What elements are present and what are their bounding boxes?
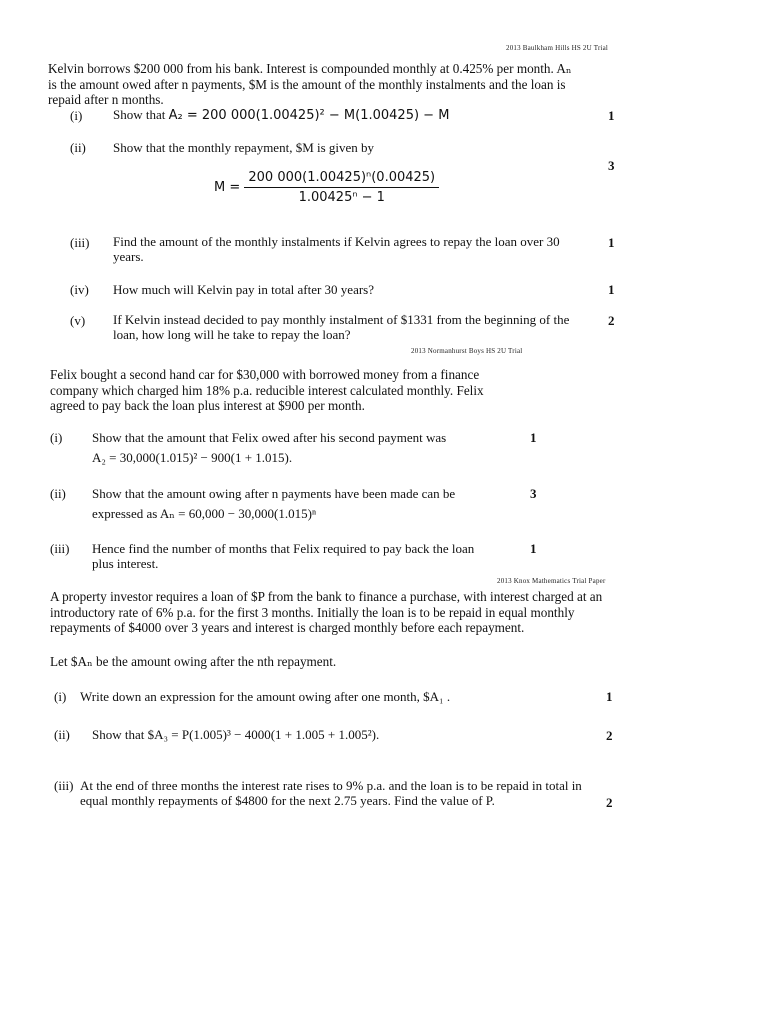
q1-part-iv-text: How much will Kelvin pay in total after 30 years? (113, 282, 375, 297)
q2-part-ii-label: (ii) (50, 486, 66, 501)
q3-part-ii-text: Show that $A₃ = P(1.005)³ − 4000(1 + 1.005 + 1.005²). (92, 727, 380, 742)
q1-part-ii-text: Show that the monthly repayment, $M is given by (113, 140, 375, 155)
q1-part-iii-text: Find the amount of the monthly instalments if Kelvin agrees to repay the loan over 30 years. (113, 234, 560, 264)
q1-part-v-marks: 2 (608, 313, 615, 328)
q1-part-i-math: A₂ = 200 000(1.00425)² − M(1.00425) − M (168, 108, 450, 123)
q1-part-i-label: (i) (70, 108, 83, 123)
q3-intro: A property investor requires a loan of $P from the bank to finance a purchase, with interest charged at an introductory rate of 6% p.a. for the first 3 months. Initially the loan is to be repaid in equal monthly repayments of $4000 over 3 years and interest is charged monthly before each repayment. (50, 589, 603, 635)
q1-part-ii-label: (ii) (70, 140, 86, 155)
q1-part-iv-label: (iv) (70, 282, 89, 297)
q3-part-iii-marks: 2 (606, 795, 613, 810)
q3-part-iii-label: (iii) (54, 778, 74, 793)
q2-part-iii-marks: 1 (530, 541, 537, 556)
q2-part-ii-text: Show that the amount owing after n payments have been made can be (92, 486, 456, 501)
monthly-repayment-formula (214, 170, 439, 205)
q1-part-iii-marks: 1 (608, 235, 615, 250)
q1-part-iii-label: (iii) (70, 235, 90, 250)
q2-part-ii-math: Aₙ = 60,000 − 30,000(1.015)ⁿ (159, 506, 317, 521)
q2-part-i-label: (i) (50, 430, 63, 445)
q1-intro: Kelvin borrows $200 000 from his bank. Interest is compounded monthly at 0.425% per month. Aₙ is the amount owed after n payments, $M is the amount of the monthly instalments and the loan is repaid after n months. (48, 61, 572, 107)
formula-denominator: 1.00425ⁿ − 1 (298, 190, 385, 205)
q2-part-ii-marks: 3 (530, 486, 537, 501)
q3-part-iii-text: At the end of three months the interest rate rises to 9% p.a. and the loan is to be repaid in total in equal monthly repayments of $4800 for the next 2.75 years. Find the value of P. (80, 778, 582, 808)
q3-part-ii-marks: 2 (606, 728, 613, 743)
q3-part-ii-label: (ii) (54, 727, 70, 742)
q2-part-ii-text2: expressed as (92, 506, 160, 521)
q1-part-v-label: (v) (70, 313, 86, 328)
source-note-normanhurst: 2013 Normanhurst Boys HS 2U Trial (411, 347, 523, 355)
formula-numerator: 200 000(1.00425)ⁿ(0.00425) (244, 170, 439, 188)
q3-let-statement: Let $Aₙ be the amount owing after the nth repayment. (50, 654, 337, 669)
q2-part-i-marks: 1 (530, 430, 537, 445)
q1-part-v-text: If Kelvin instead decided to pay monthly instalment of $1331 from the beginning of the loan, how long will he take to repay the loan? (113, 312, 570, 342)
q2-part-ii-expression (92, 506, 316, 521)
q1-part-ii-marks: 3 (608, 158, 615, 173)
source-note-baulkham: 2013 Baulkham Hills HS 2U Trial (506, 44, 609, 52)
q3-part-i-label: (i) (54, 689, 67, 704)
q2-part-i-math: A₂ = 30,000(1.015)² − 900(1 + 1.015). (92, 450, 293, 465)
q3-part-i-text: Write down an expression for the amount owing after one month, $A₁ . (80, 689, 451, 704)
q2-intro: Felix bought a second hand car for $30,000 with borrowed money from a finance company which charged him 18% p.a. reducible interest calculated monthly. Felix agreed to pay back the loan plus interest at $900 per month. (50, 367, 484, 413)
q1-part-i-marks: 1 (608, 108, 615, 123)
q2-part-iii-label: (iii) (50, 541, 70, 556)
q3-part-i-marks: 1 (606, 689, 613, 704)
formula-lhs: M = (214, 180, 241, 195)
q2-part-i-text: Show that the amount that Felix owed after his second payment was (92, 430, 447, 445)
formula-fraction (244, 170, 439, 205)
q1-part-iv-marks: 1 (608, 282, 615, 297)
q1-part-i-text (113, 107, 449, 123)
q2-part-iii-text: Hence find the number of months that Felix required to pay back the loan plus interest. (92, 541, 475, 571)
q1-part-i-prefix: Show that (113, 107, 169, 122)
source-note-knox: 2013 Knox Mathematics Trial Paper (497, 577, 606, 585)
